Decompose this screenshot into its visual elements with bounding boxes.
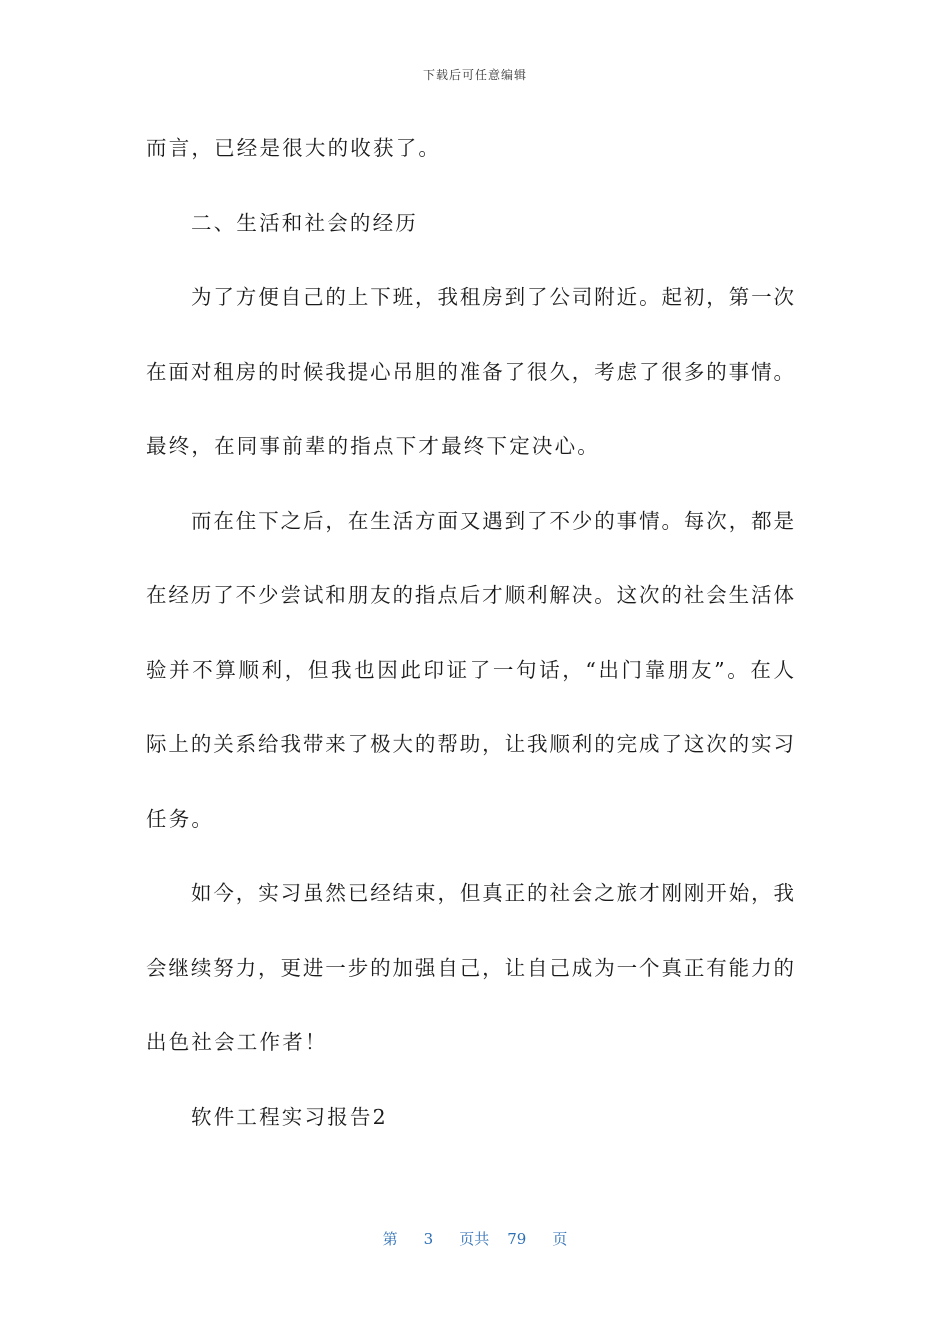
page-header: 下载后可任意编辑 xyxy=(422,68,527,82)
document-body xyxy=(146,128,794,1171)
text-line: 为了方便自己的上下班，我租房到了公司附近。起初，第一次 xyxy=(191,285,794,309)
text-line: 会继续努力，更进一步的加强自己，让自己成为一个真正有能力的 xyxy=(146,955,794,980)
text-line: 二、生活和社会的经历 xyxy=(191,210,418,235)
text-line: 在面对租房的时候我提心吊胆的准备了很久，考虑了很多的事情。 xyxy=(146,359,794,384)
text-line: 如今，实习虽然已经结束，但真正的社会之旅才刚刚开始，我 xyxy=(191,881,794,905)
footer-label-total: 页共 xyxy=(459,1230,490,1248)
text-line: 软件工程实习报告2 xyxy=(191,1104,388,1129)
text-line: 而言，已经是很大的收获了。 xyxy=(146,136,442,160)
text-line: 验并不算顺利，但我也因此印证了一句话，“出门靠朋友”。在人 xyxy=(146,657,794,682)
text-line: 出色社会工作者！ xyxy=(146,1030,328,1054)
text-line: 在经历了不少尝试和朋友的指点后才顺利解决。这次的社会生活体 xyxy=(146,583,794,607)
text-line: 际上的关系给我带来了极大的帮助，让我顺利的完成了这次的实习 xyxy=(146,732,794,756)
page-footer xyxy=(0,1228,950,1249)
text-line: 而在住下之后，在生活方面又遇到了不少的事情。每次，都是 xyxy=(191,508,794,533)
text-line: 任务。 xyxy=(146,806,215,831)
text-line: 最终，在同事前辈的指点下才最终下定决心。 xyxy=(146,434,600,458)
footer-label-page: 第 xyxy=(382,1230,398,1248)
footer-current-page: 3 xyxy=(423,1230,434,1248)
footer-total-pages: 79 xyxy=(507,1230,527,1248)
footer-label-end: 页 xyxy=(552,1230,568,1248)
